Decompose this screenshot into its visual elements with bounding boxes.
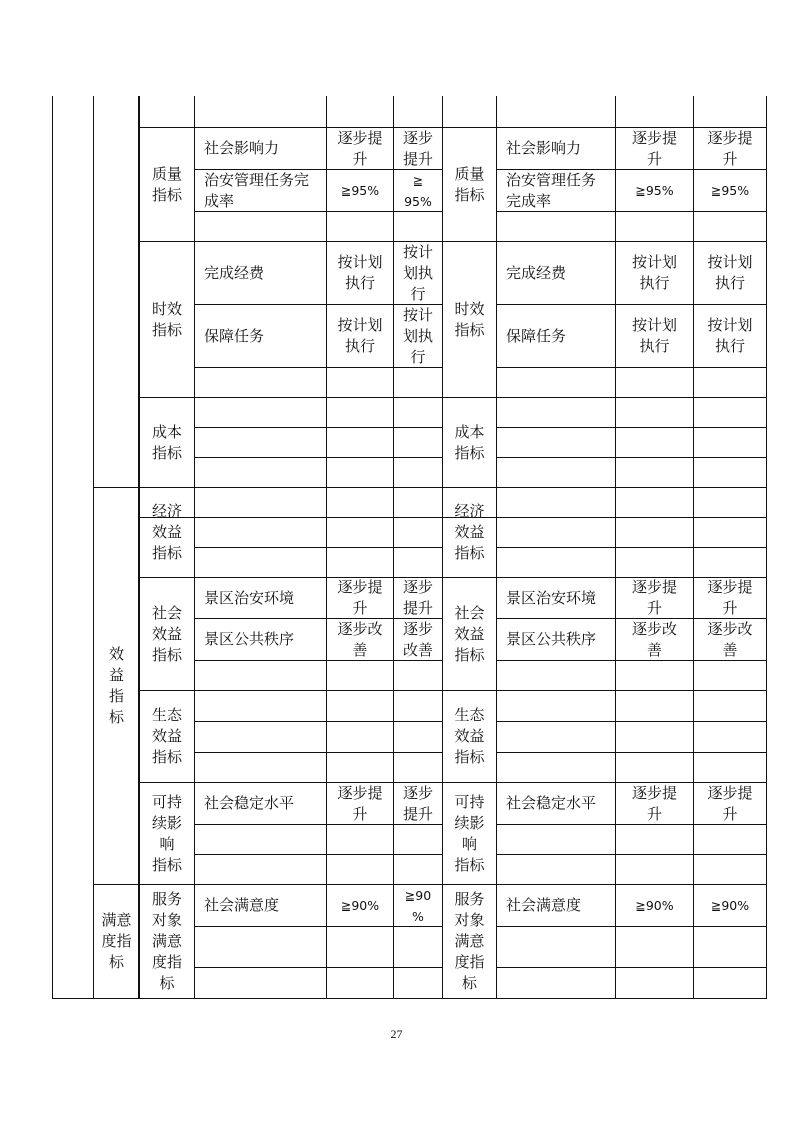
- table-border: [496, 547, 767, 548]
- value-social-influence-a: [327, 128, 393, 169]
- item-stability-r: [497, 783, 615, 824]
- table-border: [194, 926, 443, 927]
- value-satisfaction-a-text: ≧90%: [340, 898, 380, 913]
- value-guarantee-b: [394, 305, 442, 367]
- item-public-order-r: [497, 619, 615, 660]
- value-public-order-r-b: [694, 619, 766, 660]
- value-stability-b: [394, 783, 442, 824]
- label-economic: [140, 488, 194, 577]
- label-social-r: [443, 578, 496, 690]
- item-scenic-security-r-text: 景区治安环境: [506, 588, 597, 607]
- item-public-order: [195, 619, 326, 660]
- label-sustain-r-text: 可持 续影 响 指标: [454, 792, 485, 874]
- table-border: [496, 211, 767, 212]
- value-social-influence-b-text: 逐步 提升: [402, 128, 433, 168]
- value-public-order-r-b-text: 逐步改 善: [707, 619, 753, 659]
- value-funding-r-b-text: 按计划 执行: [707, 253, 753, 292]
- label-social-r-text: 社会 效益 指标: [454, 603, 485, 664]
- label-service-r: [443, 885, 496, 998]
- label-service-r-text: 服务 对象 满意 度指 标: [454, 890, 485, 992]
- table-border: [194, 457, 443, 458]
- label-eco-r-text: 生态 效益 指标: [454, 706, 485, 766]
- value-satisfaction-r-a: [616, 885, 693, 926]
- value-public-order-a: [327, 619, 393, 660]
- value-stability-r-b-text: 逐步提 升: [707, 783, 753, 823]
- table-border: [496, 824, 767, 825]
- value-satisfaction-b: [394, 885, 442, 926]
- item-funding: [195, 242, 326, 304]
- value-scenic-security-b-text: 逐步 提升: [402, 578, 433, 617]
- item-funding-r-text: 完成经费: [506, 263, 567, 282]
- value-stability-a-text: 逐步提 升: [337, 783, 383, 823]
- value-guarantee-b-text: 按计 划执 行: [402, 305, 433, 366]
- label-satisfaction: [94, 885, 139, 998]
- value-funding-b-text: 按计 划执 行: [402, 242, 433, 303]
- item-scenic-security: [195, 578, 326, 618]
- value-guarantee-r-b-text: 按计划 执行: [707, 316, 753, 355]
- item-public-order-r-text: 景区公共秩序: [506, 630, 597, 648]
- value-satisfaction-r-b: [694, 885, 766, 926]
- value-scenic-security-b: [394, 578, 442, 618]
- item-security-rate-text: 治安管理任务完 成率: [204, 170, 310, 210]
- item-social-influence: [195, 128, 326, 169]
- label-time-r: [443, 242, 496, 397]
- value-security-rate-r-a-text: ≧95%: [635, 183, 674, 198]
- value-public-order-r-a-text: 逐步改 善: [631, 619, 677, 659]
- table-border: [52, 998, 767, 999]
- table-border: [496, 660, 767, 661]
- table-border: [496, 752, 767, 753]
- item-satisfaction: [195, 885, 326, 926]
- value-funding-r-b: [694, 242, 766, 304]
- table-border: [194, 547, 443, 548]
- table-border: [194, 367, 443, 368]
- label-eco: [140, 691, 194, 782]
- item-satisfaction-r: [497, 885, 615, 926]
- item-security-rate: [195, 170, 326, 211]
- value-security-rate-r-b: [694, 170, 766, 211]
- value-social-influence-r-a-text: 逐步提 升: [631, 128, 677, 168]
- table-border: [194, 721, 443, 722]
- table-border: [496, 721, 767, 722]
- value-social-influence-r-b-text: 逐步提 升: [707, 128, 753, 168]
- value-stability-r-a: [616, 783, 693, 824]
- value-guarantee-a: [327, 305, 393, 367]
- label-social: [140, 578, 194, 690]
- label-time-text: 时效 指标: [151, 299, 182, 339]
- value-stability-r-a-text: 逐步提 升: [631, 783, 677, 823]
- value-guarantee-r-a-text: 按计划 执行: [631, 316, 677, 355]
- value-public-order-b-text: 逐步 改善: [402, 619, 433, 659]
- label-eco-text: 生态 效益 指标: [151, 706, 182, 766]
- label-economic-r: [443, 488, 496, 577]
- table-border: [194, 854, 443, 855]
- value-public-order-a-text: 逐步改 善: [337, 619, 383, 659]
- value-funding-a: [327, 242, 393, 304]
- value-social-influence-a-text: 逐步提 升: [337, 128, 383, 168]
- label-cost: [140, 398, 194, 487]
- label-service: [140, 885, 194, 998]
- table-border: [496, 926, 767, 927]
- label-economic-text: 经济 效益 指标: [151, 502, 182, 562]
- table-border: [496, 457, 767, 458]
- value-satisfaction-b-text: ≧90 %: [404, 887, 432, 924]
- table-border: [93, 487, 767, 488]
- item-guarantee-text: 保障任务: [204, 326, 265, 345]
- value-security-rate-b: [394, 170, 442, 211]
- value-satisfaction-r-a-text: ≧90%: [635, 898, 674, 913]
- label-quality-r-text: 质量 指标: [454, 164, 485, 204]
- value-scenic-security-a-text: 逐步提 升: [337, 578, 383, 617]
- item-security-rate-r: [497, 170, 615, 211]
- item-guarantee: [195, 305, 326, 367]
- item-stability: [195, 783, 326, 824]
- item-security-rate-r-text: 治安管理任务 完成率: [506, 170, 597, 210]
- value-funding-r-a: [616, 242, 693, 304]
- label-quality-text: 质量 指标: [151, 164, 182, 204]
- label-sustain-text: 可持 续影 响 指标: [151, 792, 182, 874]
- value-social-influence-b: [394, 128, 442, 169]
- value-funding-r-a-text: 按计划 执行: [631, 253, 677, 292]
- value-scenic-security-r-b-text: 逐步提 升: [707, 578, 753, 617]
- value-stability-a: [327, 783, 393, 824]
- item-scenic-security-text: 景区治安环境: [204, 588, 295, 607]
- item-stability-text: 社会稳定水平: [204, 794, 295, 812]
- table-border: [194, 967, 443, 968]
- value-security-rate-a: [327, 170, 393, 211]
- value-security-rate-r-a: [616, 170, 693, 211]
- value-security-rate-a-text: ≧95%: [340, 183, 380, 198]
- table-border: [194, 427, 443, 428]
- value-scenic-security-r-b: [694, 578, 766, 618]
- table-border: [194, 211, 443, 212]
- value-guarantee-r-a: [616, 305, 693, 367]
- label-quality-r: [443, 128, 496, 241]
- table-border: [194, 660, 443, 661]
- item-guarantee-r-text: 保障任务: [506, 326, 567, 345]
- item-funding-r: [497, 242, 615, 304]
- label-economic-r-text: 经济 效益 指标: [454, 502, 485, 562]
- value-satisfaction-r-b-text: ≧90%: [710, 898, 750, 913]
- item-social-influence-text: 社会影响力: [204, 139, 280, 157]
- value-scenic-security-r-a: [616, 578, 693, 618]
- label-service-text: 服务 对象 满意 度指 标: [151, 890, 182, 992]
- table-border: [496, 427, 767, 428]
- value-stability-b-text: 逐步 提升: [402, 783, 433, 823]
- table-border: [194, 752, 443, 753]
- value-security-rate-b-text: ≧ 95%: [404, 172, 432, 209]
- value-public-order-b: [394, 619, 442, 660]
- value-scenic-security-a: [327, 578, 393, 618]
- item-guarantee-r: [497, 305, 615, 367]
- label-social-text: 社会 效益 指标: [151, 603, 182, 664]
- label-time-r-text: 时效 指标: [454, 299, 485, 339]
- label-time: [140, 242, 194, 397]
- value-social-influence-r-b: [694, 128, 766, 169]
- label-benefit: [94, 488, 139, 884]
- item-public-order-text: 景区公共秩序: [204, 630, 295, 648]
- label-satisfaction-text: 满意 度指 标: [101, 911, 132, 971]
- label-sustain-r: [443, 783, 496, 884]
- item-social-influence-r: [497, 128, 615, 169]
- label-eco-r: [443, 691, 496, 782]
- item-satisfaction-r-text: 社会满意度: [506, 896, 582, 914]
- value-stability-r-b: [694, 783, 766, 824]
- table-border: [194, 824, 443, 825]
- value-guarantee-r-b: [694, 305, 766, 367]
- item-scenic-security-r: [497, 578, 615, 618]
- table-border: [52, 96, 53, 999]
- value-social-influence-r-a: [616, 128, 693, 169]
- item-stability-r-text: 社会稳定水平: [506, 794, 597, 812]
- table-border: [496, 967, 767, 968]
- value-security-rate-r-b-text: ≧95%: [710, 183, 750, 198]
- table-border: [496, 854, 767, 855]
- value-scenic-security-r-a-text: 逐步提 升: [631, 578, 677, 617]
- value-satisfaction-a: [327, 885, 393, 926]
- value-funding-a-text: 按计划 执行: [337, 253, 383, 292]
- table-border: [496, 367, 767, 368]
- label-cost-r-text: 成本 指标: [454, 422, 485, 462]
- label-benefit-text: 效 益 指 标: [108, 645, 124, 726]
- page-number: 27: [390, 1027, 403, 1041]
- label-cost-text: 成本 指标: [151, 422, 182, 462]
- label-sustain: [140, 783, 194, 884]
- item-satisfaction-text: 社会满意度: [204, 896, 280, 914]
- value-public-order-r-a: [616, 619, 693, 660]
- item-funding-text: 完成经费: [204, 263, 265, 282]
- label-cost-r: [443, 398, 496, 487]
- label-quality: [140, 128, 194, 241]
- item-social-influence-r-text: 社会影响力: [506, 139, 582, 157]
- value-funding-b: [394, 242, 442, 304]
- value-guarantee-a-text: 按计划 执行: [337, 316, 383, 355]
